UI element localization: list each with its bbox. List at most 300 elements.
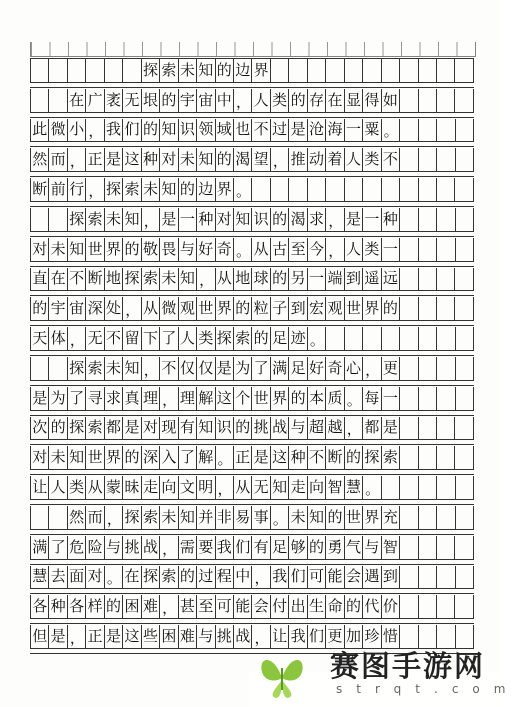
- grid-cell: [382, 59, 400, 82]
- grid-cell: [455, 89, 473, 112]
- grid-cell: 种: [49, 595, 67, 618]
- grid-cell: 是: [123, 417, 141, 440]
- grid-cell: 识: [179, 119, 197, 142]
- grid-cell: 挑: [252, 417, 270, 440]
- watermark-domain: strqt.com: [336, 682, 519, 696]
- grid-cell: 渴: [289, 208, 307, 231]
- grid-cell: [400, 148, 418, 171]
- grid-cell: 遥: [363, 268, 381, 291]
- grid-cell: 探: [216, 327, 234, 350]
- grid-cell: 前: [49, 178, 67, 201]
- grid-cell: 让: [31, 476, 49, 499]
- grid-cell: 奇: [216, 238, 234, 261]
- grid-cell: [31, 89, 49, 112]
- grid-cell: 解: [197, 446, 215, 469]
- grid-cell: [382, 476, 400, 499]
- grid-cell: 会: [345, 566, 363, 589]
- grid-cell: 危: [68, 536, 86, 559]
- text-row: [30, 566, 474, 590]
- grid-cell: 一: [363, 208, 381, 231]
- grid-cell: 探: [68, 208, 86, 231]
- grid-cell: 战: [142, 536, 160, 559]
- grid-cell: 是: [31, 387, 49, 410]
- grid-cell: 在: [49, 268, 67, 291]
- grid-cell: [456, 357, 474, 380]
- grid-cell: 是: [105, 625, 123, 648]
- grid-cell: 从: [86, 476, 104, 499]
- grid-cell: 求: [105, 387, 123, 410]
- grid-cell: 是: [160, 208, 178, 231]
- grid-cell: [400, 297, 418, 320]
- grid-cell: 生: [308, 595, 326, 618]
- grid-cell: 界: [363, 506, 381, 529]
- grid-cell: [437, 238, 455, 261]
- grid-cell: 会: [252, 595, 270, 618]
- grid-cell: 是: [382, 417, 400, 440]
- grid-cell: 微: [49, 119, 67, 142]
- grid-cell: [382, 178, 400, 201]
- grid-cell: 本: [308, 387, 326, 410]
- grid-cell: 的: [382, 297, 400, 320]
- grid-cell: 的: [234, 417, 252, 440]
- grid-cell: 留: [123, 327, 141, 350]
- grid-cell: 这: [271, 446, 289, 469]
- grid-cell: 的: [345, 595, 363, 618]
- grid-cell: 索: [142, 268, 160, 291]
- grid-cell: 挑: [123, 536, 141, 559]
- butterfly-icon: [256, 648, 308, 700]
- grid-cell: 不: [105, 327, 123, 350]
- grid-cell: 走: [289, 476, 307, 499]
- grid-cell: [437, 536, 455, 559]
- grid-cell: [455, 446, 473, 469]
- grid-cell: 走: [142, 476, 160, 499]
- text-row: [30, 476, 474, 500]
- grid-cell: 世: [86, 446, 104, 469]
- grid-cell: [419, 297, 437, 320]
- grid-cell: 我: [271, 566, 289, 589]
- grid-cell: 敬: [142, 238, 160, 261]
- grid-cell: 。: [345, 387, 363, 410]
- grid-cell: 与: [289, 417, 307, 440]
- grid-cell: 的: [216, 59, 234, 82]
- grid-cell: [49, 208, 67, 231]
- grid-cell: 袤: [105, 89, 123, 112]
- grid-cell: 观: [326, 297, 344, 320]
- grid-cell: [419, 357, 437, 380]
- grid-cell: 甚: [179, 595, 197, 618]
- grid-cell: 不: [252, 119, 270, 142]
- grid-cell: 人: [252, 89, 270, 112]
- grid-cell: 更: [326, 625, 344, 648]
- grid-cell: [419, 387, 437, 410]
- grid-cell: 断: [326, 446, 344, 469]
- grid-cell: [455, 536, 473, 559]
- grid-cell: [456, 327, 474, 350]
- grid-cell: 在: [326, 89, 344, 112]
- grid-cell: 域: [216, 119, 234, 142]
- grid-cell: 种: [142, 148, 160, 171]
- grid-cell: 观: [179, 297, 197, 320]
- grid-cell: 无: [123, 89, 141, 112]
- essay-grid: [30, 58, 474, 649]
- grid-cell: [400, 536, 418, 559]
- grid-cell: 对: [31, 238, 49, 261]
- grid-cell: 索: [86, 208, 104, 231]
- grid-cell: 都: [363, 417, 381, 440]
- grid-cell: 。: [234, 178, 252, 201]
- grid-cell: [400, 178, 418, 201]
- grid-cell: 如: [382, 89, 400, 112]
- text-row: [30, 417, 474, 441]
- grid-cell: 我: [289, 625, 307, 648]
- grid-cell: 的: [49, 417, 67, 440]
- grid-cell: 知: [308, 506, 326, 529]
- grid-cell: ，: [271, 148, 289, 171]
- text-row: [30, 119, 474, 143]
- grid-cell: [456, 387, 474, 410]
- grid-cell: 遇: [363, 566, 381, 589]
- grid-cell: [419, 476, 437, 499]
- grid-cell: [271, 178, 289, 201]
- grid-cell: 在: [123, 566, 141, 589]
- grid-cell: 世: [345, 506, 363, 529]
- grid-cell: [419, 148, 437, 171]
- grid-cell: 未: [49, 238, 67, 261]
- grid-cell: 代: [363, 595, 381, 618]
- grid-cell: [437, 89, 455, 112]
- grid-cell: ，: [326, 208, 344, 231]
- grid-cell: 知: [160, 119, 178, 142]
- grid-cell: [289, 178, 307, 201]
- grid-cell: 去: [49, 566, 67, 589]
- grid-cell: 正: [86, 625, 104, 648]
- grid-cell: [400, 506, 418, 529]
- grid-cell: 。: [363, 476, 381, 499]
- grid-cell: 一: [308, 268, 326, 291]
- grid-cell: [49, 89, 67, 112]
- grid-cell: ，: [252, 566, 270, 589]
- grid-cell: 些: [142, 625, 160, 648]
- grid-cell: 未: [160, 506, 178, 529]
- grid-cell: 深: [142, 446, 160, 469]
- grid-cell: [437, 208, 455, 231]
- grid-cell: [456, 208, 474, 231]
- grid-cell: 界: [271, 387, 289, 410]
- grid-cell: [400, 119, 418, 142]
- text-row: [30, 268, 474, 292]
- grid-cell: 知: [68, 238, 86, 261]
- grid-cell: 了: [252, 357, 270, 380]
- grid-cell: ，: [123, 297, 141, 320]
- grid-cell: 并: [197, 506, 215, 529]
- grid-cell: 一: [382, 238, 400, 261]
- grid-cell: [31, 59, 49, 82]
- grid-cell: 地: [105, 268, 123, 291]
- grid-cell: 宙: [197, 89, 215, 112]
- grid-cell: [419, 268, 437, 291]
- grid-cell: 可: [216, 595, 234, 618]
- grid-cell: 到: [345, 268, 363, 291]
- grid-cell: ，: [345, 417, 363, 440]
- grid-cell: 了: [179, 446, 197, 469]
- grid-cell: ，: [197, 268, 215, 291]
- grid-cell: 。: [382, 119, 400, 142]
- grid-cell: 的: [160, 89, 178, 112]
- grid-cell: 识: [252, 208, 270, 231]
- grid-cell: 慧: [31, 566, 49, 589]
- grid-cell: 识: [216, 417, 234, 440]
- grid-cell: [400, 387, 418, 410]
- grid-cell: 的: [271, 208, 289, 231]
- grid-cell: [86, 59, 104, 82]
- grid-cell: 出: [289, 595, 307, 618]
- grid-cell: [437, 417, 455, 440]
- grid-cell: [437, 476, 455, 499]
- grid-cell: [400, 268, 418, 291]
- grid-cell: 而: [86, 506, 104, 529]
- grid-cell: [345, 178, 363, 201]
- grid-cell: 球: [252, 268, 270, 291]
- grid-cell: 存: [308, 89, 326, 112]
- grid-cell: 们: [289, 566, 307, 589]
- grid-cell: 与: [179, 238, 197, 261]
- grid-cell: 能: [234, 595, 252, 618]
- grid-cell: 界: [105, 238, 123, 261]
- grid-cell: 迹: [289, 327, 307, 350]
- grid-cell: 种: [289, 446, 307, 469]
- grid-cell: [400, 446, 418, 469]
- grid-cell: 向: [160, 476, 178, 499]
- text-row: [30, 89, 474, 113]
- grid-cell: [456, 238, 474, 261]
- grid-cell: 渴: [234, 148, 252, 171]
- grid-cell: [400, 566, 418, 589]
- grid-cell: 对: [142, 417, 160, 440]
- grid-cell: 未: [142, 178, 160, 201]
- grid-cell: [49, 506, 67, 529]
- grid-cell: [419, 208, 437, 231]
- grid-cell: ，: [142, 357, 160, 380]
- text-row: [30, 238, 474, 262]
- grid-cell: 事: [252, 506, 270, 529]
- grid-cell: 仅: [179, 357, 197, 380]
- grid-cell: 着: [326, 148, 344, 171]
- grid-cell: [400, 417, 418, 440]
- grid-cell: 的: [289, 89, 307, 112]
- grid-cell: 的: [271, 268, 289, 291]
- grid-cell: 从: [142, 297, 160, 320]
- watermark-name: 赛图手游网: [330, 649, 486, 683]
- grid-cell: 价: [382, 595, 400, 618]
- grid-cell: [437, 178, 455, 201]
- grid-cell: 昧: [123, 476, 141, 499]
- grid-cell: 易: [234, 506, 252, 529]
- text-row: [30, 327, 474, 351]
- grid-cell: 不: [382, 148, 400, 171]
- grid-cell: 付: [271, 595, 289, 618]
- grid-cell: ，: [86, 119, 104, 142]
- grid-cell: 索: [234, 327, 252, 350]
- grid-cell: 智: [326, 476, 344, 499]
- grid-cell: [363, 327, 381, 350]
- grid-cell: [437, 446, 455, 469]
- grid-cell: ，: [105, 506, 123, 529]
- text-row: [30, 178, 474, 202]
- grid-cell: 但: [31, 625, 49, 648]
- grid-cell: 小: [68, 119, 86, 142]
- grid-cell: 不: [160, 357, 178, 380]
- text-row: [30, 595, 474, 619]
- grid-cell: 索: [86, 357, 104, 380]
- grid-cell: 仅: [197, 357, 215, 380]
- grid-cell: 是: [216, 357, 234, 380]
- grid-cell: 挑: [216, 625, 234, 648]
- grid-cell: 界: [216, 297, 234, 320]
- grid-cell: [437, 506, 455, 529]
- grid-cell: 行: [68, 178, 86, 201]
- grid-cell: 宏: [308, 297, 326, 320]
- grid-cell: 能: [326, 566, 344, 589]
- grid-cell: 战: [234, 625, 252, 648]
- grid-cell: 知: [68, 446, 86, 469]
- grid-cell: 困: [123, 595, 141, 618]
- grid-cell: 探: [105, 178, 123, 201]
- grid-cell: 人: [179, 327, 197, 350]
- grid-cell: 探: [68, 357, 86, 380]
- grid-cell: [419, 417, 437, 440]
- grid-cell: [437, 297, 455, 320]
- grid-cell: 有: [179, 417, 197, 440]
- grid-cell: 种: [197, 208, 215, 231]
- grid-cell: [400, 595, 418, 618]
- grid-cell: 远: [382, 268, 400, 291]
- grid-cell: 探: [68, 417, 86, 440]
- grid-cell: 非: [216, 506, 234, 529]
- grid-cell: [437, 148, 455, 171]
- grid-cell: 让: [271, 625, 289, 648]
- grid-cell: 超: [308, 417, 326, 440]
- grid-cell: 世: [252, 387, 270, 410]
- grid-cell: 未: [49, 446, 67, 469]
- grid-cell: [455, 417, 473, 440]
- grid-cell: 世: [197, 297, 215, 320]
- grid-cell: [419, 59, 437, 82]
- grid-cell: 地: [234, 268, 252, 291]
- grid-cell: 深: [86, 297, 104, 320]
- grid-cell: 质: [326, 387, 344, 410]
- grid-cell: 的: [345, 446, 363, 469]
- grid-cell: [455, 297, 473, 320]
- grid-cell: 对: [160, 148, 178, 171]
- grid-cell: 充: [382, 506, 400, 529]
- grid-cell: [105, 59, 123, 82]
- grid-cell: ，: [252, 625, 270, 648]
- grid-cell: 面: [68, 566, 86, 589]
- grid-cell: 广: [86, 89, 104, 112]
- grid-cell: 粟: [363, 119, 381, 142]
- grid-cell: 未: [160, 268, 178, 291]
- grid-cell: 气: [345, 536, 363, 559]
- grid-cell: [437, 595, 455, 618]
- grid-cell: 的: [289, 387, 307, 410]
- grid-cell: 知: [197, 59, 215, 82]
- grid-cell: 寻: [86, 387, 104, 410]
- grid-cell: 这: [216, 387, 234, 410]
- grid-cell: 真: [123, 387, 141, 410]
- grid-cell: 人: [345, 148, 363, 171]
- grid-cell: 的: [234, 297, 252, 320]
- grid-cell: ，: [86, 178, 104, 201]
- grid-cell: [400, 59, 418, 82]
- grid-cell: ，: [160, 387, 178, 410]
- grid-cell: 而: [49, 148, 67, 171]
- text-row: [30, 446, 474, 470]
- grid-cell: [68, 59, 86, 82]
- grid-cell: [49, 357, 67, 380]
- grid-cell: 过: [271, 119, 289, 142]
- grid-cell: 索: [160, 59, 178, 82]
- grid-cell: 勇: [326, 536, 344, 559]
- grid-cell: 界: [252, 59, 270, 82]
- grid-cell: 到: [289, 297, 307, 320]
- grid-cell: 从: [252, 238, 270, 261]
- grid-cell: 险: [86, 536, 104, 559]
- grid-cell: 是: [49, 625, 67, 648]
- grid-cell: [49, 59, 67, 82]
- grid-cell: 知: [179, 506, 197, 529]
- grid-cell: 正: [86, 148, 104, 171]
- grid-cell: [400, 208, 418, 231]
- grid-cell: 命: [326, 595, 344, 618]
- grid-cell: 慧: [345, 476, 363, 499]
- grid-cell: 到: [382, 566, 400, 589]
- grid-cell: 满: [271, 357, 289, 380]
- grid-cell: 一: [382, 387, 400, 410]
- grid-cell: 微: [160, 297, 178, 320]
- grid-cell: 然: [68, 506, 86, 529]
- grid-cell: 的: [308, 536, 326, 559]
- grid-cell: 越: [326, 417, 344, 440]
- grid-cell: 至: [289, 238, 307, 261]
- grid-cell: 珍: [363, 625, 381, 648]
- grid-cell: [419, 89, 437, 112]
- grid-cell: [308, 59, 326, 82]
- grid-cell: [456, 119, 474, 142]
- grid-cell: 人: [345, 238, 363, 261]
- grid-cell: [326, 327, 344, 350]
- grid-cell: 我: [216, 536, 234, 559]
- grid-cell: 可: [308, 566, 326, 589]
- grid-cell: 惜: [382, 625, 400, 648]
- grid-cell: 人: [49, 476, 67, 499]
- grid-cell: 断: [31, 178, 49, 201]
- grid-cell: 知: [197, 417, 215, 440]
- grid-cell: 足: [271, 327, 289, 350]
- text-row: [30, 297, 474, 321]
- grid-cell: 需: [179, 536, 197, 559]
- grid-cell: 是: [252, 446, 270, 469]
- grid-cell: 蒙: [105, 476, 123, 499]
- grid-cell: 不: [68, 268, 86, 291]
- grid-cell: 未: [179, 148, 197, 171]
- grid-cell: 入: [160, 446, 178, 469]
- grid-cell: 粒: [252, 297, 270, 320]
- title-row: [30, 59, 474, 83]
- grid-cell: 知: [123, 357, 141, 380]
- grid-cell: [437, 268, 455, 291]
- grid-cell: [400, 476, 418, 499]
